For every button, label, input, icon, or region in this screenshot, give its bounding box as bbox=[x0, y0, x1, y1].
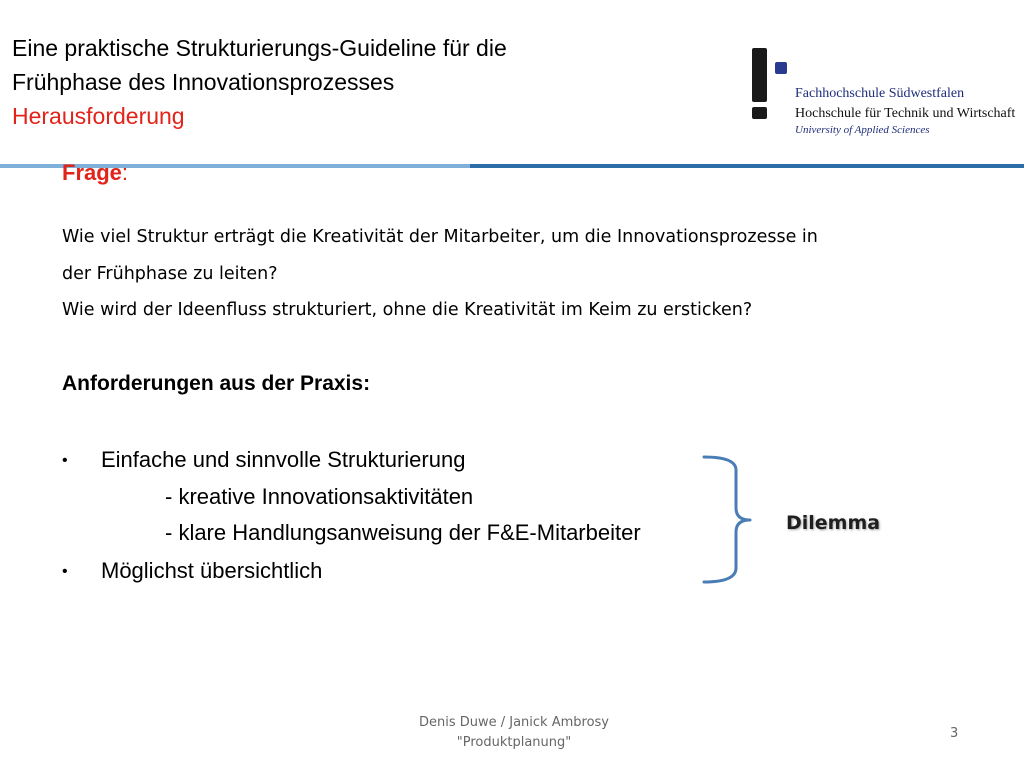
bullet-2: • bbox=[62, 563, 68, 580]
list-item-1: Einfache und sinnvolle Strukturierung bbox=[101, 447, 466, 472]
logo-exclamation-bar bbox=[752, 48, 767, 102]
footer bbox=[380, 713, 648, 753]
list-subitem-1: - kreative Innovationsaktivitäten bbox=[165, 484, 474, 509]
question-1-line-1: Wie viel Struktur erträgt die Kreativität der Mitarbeiter, um die Innovationsprozesse in bbox=[62, 227, 818, 247]
logo-text-line-3: University of Applied Sciences bbox=[795, 124, 930, 136]
page-number: 3 bbox=[950, 726, 959, 741]
list-subitem-2: - klare Handlungsanweisung der F&E-Mitarbeiter bbox=[165, 520, 641, 545]
slide-title-line-1: Eine praktische Strukturierungs-Guideline für die bbox=[12, 35, 507, 61]
dilemma-label: Dilemma bbox=[786, 512, 881, 534]
list-item-2: Möglichst übersichtlich bbox=[101, 558, 323, 583]
bullet-1: • bbox=[62, 452, 68, 469]
frage-label bbox=[62, 160, 128, 186]
frage-label-text: Frage bbox=[62, 160, 122, 185]
curly-brace-icon bbox=[700, 450, 770, 590]
footer-course: "Produktplanung" bbox=[456, 735, 572, 750]
logo-text-line-2: Hochschule für Technik und Wirtschaft bbox=[795, 106, 1016, 121]
question-1-line-2: der Frühphase zu leiten? bbox=[62, 264, 278, 284]
logo-text-line-1: Fachhochschule Südwestfalen bbox=[795, 86, 965, 101]
logo-exclamation-dot bbox=[752, 107, 767, 119]
slide-subtitle: Herausforderung bbox=[12, 103, 185, 129]
requirements-heading: Anforderungen aus der Praxis: bbox=[62, 372, 371, 395]
slide-title-line-2: Frühphase des Innovationsprozesses bbox=[12, 69, 395, 95]
question-2: Wie wird der Ideenfluss strukturiert, ohne die Kreativität im Keim zu ersticken? bbox=[62, 300, 753, 320]
footer-authors: Denis Duwe / Janick Ambrosy bbox=[418, 715, 610, 730]
frage-label-colon: : bbox=[121, 160, 129, 185]
header-divider-right bbox=[470, 164, 1024, 168]
logo-blue-square bbox=[775, 62, 787, 74]
